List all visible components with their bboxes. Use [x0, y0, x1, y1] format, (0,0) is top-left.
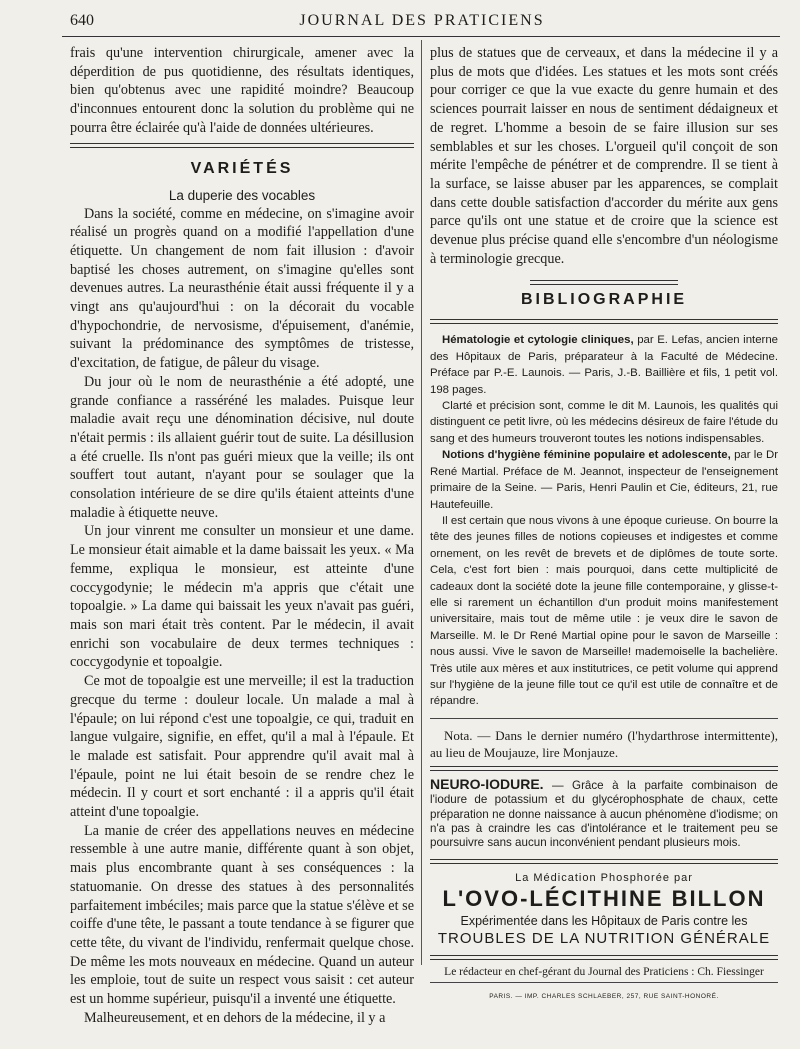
paragraph: Du jour où le nom de neurasthénie a été adopté, une grande confiance a rasséréné les malades. Puisque leur maladie avait reçu une dénomination décisive, nul doute n'était permis : ils allaient guérir tout de suite. La désillusion a été cruelle. Ils n'ont pas guéri mieux que la veille; ils ont souffert tout autant, n'ayant pour se soulager que la consolation intérieure de se dire qu'ils étaient atteints d'une maladie à étiquette neuve. [70, 373, 414, 521]
ad2-line2: Expérimentée dans les Hôpitaux de Paris contre les [460, 913, 748, 928]
bib-entry-1 [430, 332, 778, 398]
section-divider [70, 143, 414, 148]
bibliography-underline [430, 319, 778, 324]
printer-line: PARIS. — IMP. CHARLES SCHLAEBER, 257, RUE SAINT-HONORÉ. [489, 992, 719, 1000]
ad-divider-2 [430, 859, 778, 864]
article-title: La duperie des vocables [168, 187, 316, 203]
bib-entry-2 [430, 447, 778, 513]
ad-divider [430, 766, 778, 771]
journal-title: JOURNAL DES PRATICIENS [299, 12, 545, 29]
section-title: VARIÉTÉS [190, 159, 294, 177]
nota-rule [430, 718, 778, 719]
nota: Nota. — Dans le dernier numéro (l'hydarthrose intermittente), au lieu de Moujauze, lire Monjauze. [430, 727, 778, 760]
bib1-review: Clarté et précision sont, comme le dit M. Launois, les qualités qui distinguent ce petit livre, où les médecins désireux de faire l'étude du sang et des humeurs trouveront toutes les notions indispensables. [430, 400, 778, 445]
paragraph: La manie de créer des appellations neuves en médecine ressemble à une autre manie, différente quant à son objet, mais plus encombrante quant à ses conséquences : la statuomanie. On dresse des statues à des personnalités parfaitement imbéciles; mais parce que la statue s'élève et se coiffe d'une tête, le passant a toute tendance à se figurer que cette tête, du vivant de l'individu, renfermait quelque chose. De même les mots nouveaux en médecine. Quand un auteur les emploie, tout de suite un respect vous saisit : cet auteur est un homme supérieur, puisqu'il a inventé une étiquette. [70, 822, 414, 1008]
intro-paragraph: frais qu'une intervention chirurgicale, amener avec la déperdition de pus quotidienne, des résultats identiques, bien qu'obtenus avec une rapidité moindre? Beaucoup d'inconnues entourent donc la solution du problème qui ne pourra être éclairée qu'à l'aide de données ultérieures. [70, 45, 414, 136]
ad2-line3: TROUBLES DE LA NUTRITION GÉNÉRALE [437, 929, 771, 947]
ad2-line1: La Médication Phosphorée par [515, 871, 693, 884]
bibliography-title: BIBLIOGRAPHIE [520, 291, 688, 309]
header-rule [62, 36, 780, 37]
bib1-title: Hématologie et cytologie cliniques, [442, 334, 634, 347]
continuation-paragraph: plus de statues que de cerveaux, et dans la médecine il y a plus de mots que d'idées. Les statues et les mots sont créés pour corriger ce que la vue exacte du genre humain et des sciences pourrait laisser en nous de sentiment dédaigneux et de regret. L'homme a besoin de se faire illusion sur ses semblables et sur les choses. L'orgueil qu'il conçoit de son mérite l'empêche de pénétrer et de comprendre. Il se tient à la surface, se laisse abuser par les apparences, se complait dans cette double satisfaction d'accorder du mérite aux gens parce qu'ils ont une statue et de croire que la science est devenue plus précise quand elle s'encombre d'un néologisme à terminologie grecque. [430, 45, 778, 267]
page-number: 640 [70, 12, 94, 29]
bib2-title: Notions d'hygiène féminine populaire et adolescente, [442, 449, 731, 462]
bib1-details: par E. Lefas, ancien interne des Hôpitaux de Paris, préparateur à la Faculté de Médecine. Préface par P.-E. Launois. — Paris, J.-B. Baillière et fils, 1 petit vol. 198 pages. [430, 334, 778, 396]
editor-line: Le rédacteur en chef-gérant du Journal des Praticiens : Ch. Fiessinger [444, 965, 764, 978]
ad1-text: — Grâce à la parfaite combinaison de l'iodure de potassium et du glycérophosphate de chaux, cette préparation ne donne naissance à aucun phénomène d'iodisme; on n'a pas à craindre les cas d'intolérance et le traitement peu se poursuivre sans aucun inconvénient pendant plusieurs mois. [430, 778, 778, 850]
right-column [430, 44, 778, 1000]
paragraph: Un jour vinrent me consulter un monsieur et une dame. Le monsieur était aimable et la dame baissait les yeux. « Ma femme, expliqua le monsieur, est atteinte d'une coccygodynie; le médecin m'a appris que c'était une topoalgie. » La dame qui baissait les yeux n'avait pas guéri, mais son mari était très content. Par le médecin, il avait enrichi son vocabulaire de deux termes techniques : coccygodynie et topoalgie. [70, 523, 414, 671]
ad1-title: NEURO-IODURE. [430, 775, 544, 792]
bib2-details: par le Dr René Martial. Préface de M. Jeannot, inspecteur de l'enseignement primaire de la Seine. — Paris, Henri Paulin et Cie, éditeurs, 21, rue Hautefeuille. [430, 449, 778, 511]
bibliography-divider [530, 280, 678, 285]
editor-rule [430, 982, 778, 983]
ad-neuro-iodure [430, 777, 778, 851]
ad2-brand: L'OVO-LÉCITHINE BILLON [442, 885, 766, 911]
bib2-review: Il est certain que nous vivons à une époque curieuse. On bourre la tête des jeunes filles de notions copieuses et indigestes et comme ornement, on les revêt de brevets et de diplômes de toute sorte. Cela, c'est fort bien : mais pourquoi, dans cette multiplicité de cadeaux dont la société dote la jeune fille contemporaine, y glisse-t-elle si rarement un échantillon d'un produit moins manifestement universitaire, mais tout de même utile : je veux dire le savon de Marseille. M. le Dr René Martial opine pour le savon de Marseille : nous aussi. Vive le savon de Marseille! mademoiselle la bachelière. Très utile aux mères et aux institutrices, ce petit volume qui apprend sur l'hygiène de la jeune fille tout ce qu'il est utile de connaître et de répandre. [430, 514, 778, 708]
footer-divider [430, 955, 778, 960]
ad-ovo-lecithine [430, 872, 778, 947]
left-column [70, 44, 414, 1027]
paragraph: Dans la société, comme en médecine, on s'imagine avoir réalisé un progrès quand on a modifié l'appellation d'une étiquette. Un changement de nom fait illusion : d'avoir baptisé les choses autrement, on s'imagine qu'elles sont devenues autres. La neurasthénie était aussi fréquente il y a vingt ans qu'aujourd'hui : on la décorait du vocable d'hypochondrie, de nervosisme, d'épuisement, d'anémie, suivant la prédominance des symptômes de tristesse, d'excitation, de fatigue, de pâleur du visage. [70, 205, 414, 372]
paragraph: Malheureusement, et en dehors de la médecine, il y a [84, 1009, 386, 1026]
column-divider [421, 40, 422, 965]
page-header [62, 12, 782, 34]
paragraph: Ce mot de topoalgie est une merveille; il est la traduction grecque du terme : douleur locale. Un malade a mal à l'épaule; on lui répond c'est une topoalgie, ce qui, traduit en langue vulgaire, signifie, en effet, qu'il a mal à l'épaule. Et le malade est satisfait. Pour apprendre qu'il avait mal à l'épaule, point ne lui était besoin de se rendre chez le médecin. Il y court et sort enchanté : il a appris qu'il était atteint d'une topoalgie. [70, 673, 414, 821]
